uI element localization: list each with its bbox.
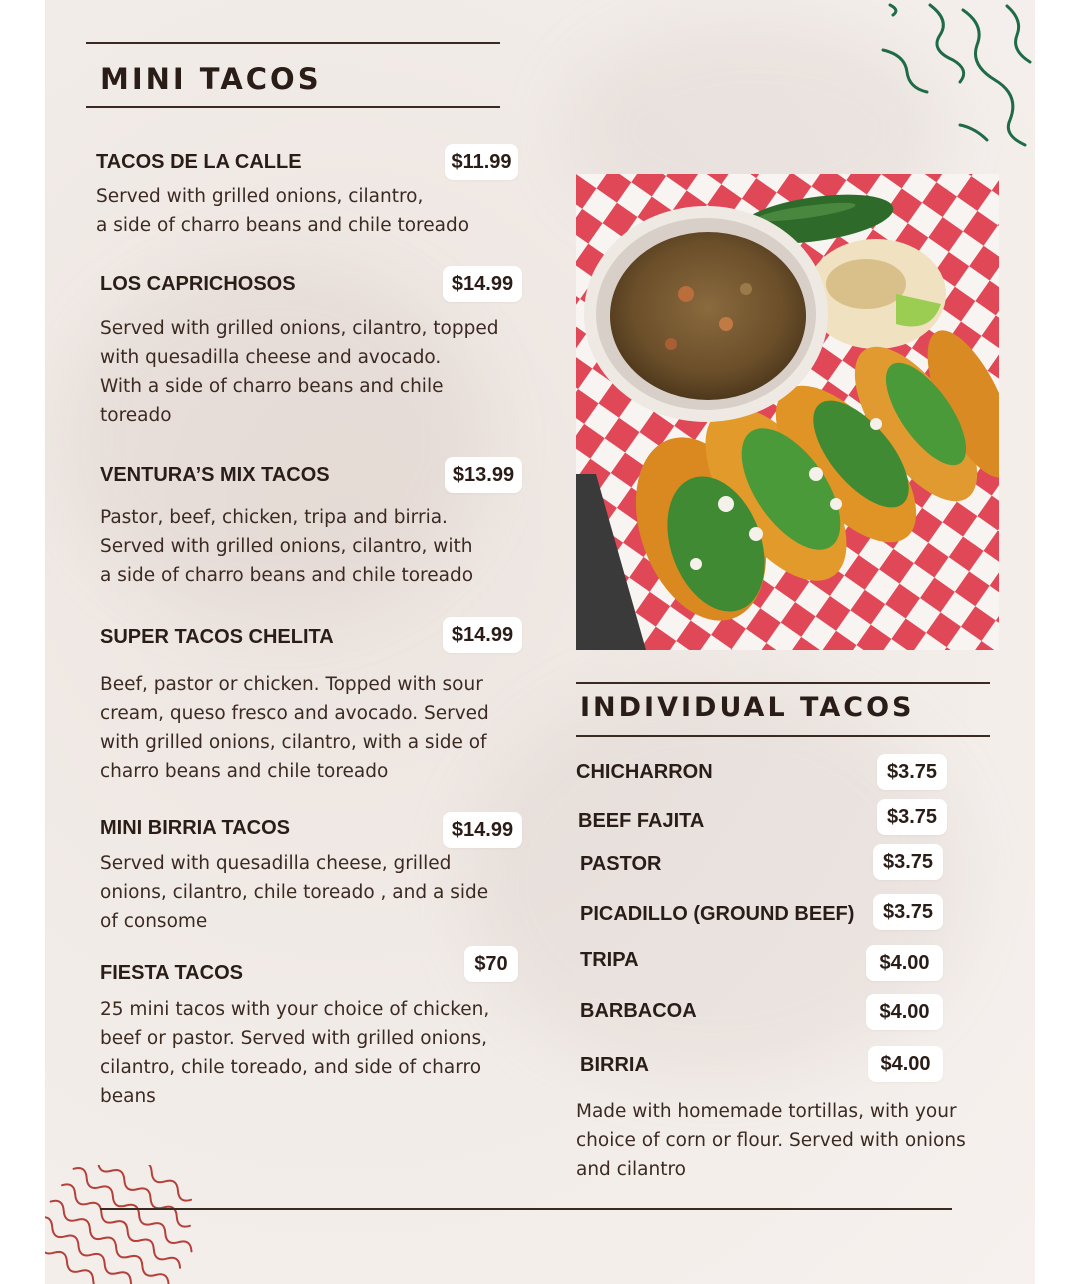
menu-item-description: Served with grilled onions, cilantro, topped with quesadilla cheese and avocado. With a side of charro beans and chile toreado (100, 318, 499, 426)
mini-tacos-heading: MINI TACOS (100, 62, 322, 96)
price-badge: $4.00 (868, 1046, 943, 1082)
price-badge: $3.75 (873, 844, 943, 880)
menu-item-name: FIESTA TACOS (100, 962, 243, 984)
price-badge: $3.75 (877, 754, 947, 790)
taco-item-name: BEEF FAJITA (578, 810, 705, 832)
individual-tacos-bottom-rule (576, 735, 990, 737)
menu-item-description: Served with quesadilla cheese, grilled onions, cilantro, chile toreado , and a side of consome (100, 853, 489, 932)
menu-item-name: VENTURA’S MIX TACOS (100, 464, 330, 486)
price-badge: $3.75 (877, 799, 947, 835)
menu-item-description: Pastor, beef, chicken, tripa and birria. Served with grilled onions, cilantro, with a side of charro beans and chile toreado (100, 507, 474, 586)
tacos-photo (576, 174, 999, 650)
price-badge: $3.75 (873, 894, 943, 930)
price-badge: $4.00 (866, 994, 943, 1030)
mini-tacos-bottom-rule (86, 106, 500, 108)
taco-item-name: BIRRIA (580, 1054, 649, 1076)
green-wave-lines-icon (835, 0, 1035, 150)
price-badge: $4.00 (866, 945, 943, 981)
individual-tacos-heading: INDIVIDUAL TACOS (580, 692, 915, 723)
red-wave-lines-icon (45, 1165, 225, 1284)
menu-item-description: 25 mini tacos with your choice of chicken, beef or pastor. Served with grilled onions, cilantro, chile toreado, and side of charro beans (100, 999, 490, 1107)
price-badge: $14.99 (443, 812, 522, 848)
price-badge: $14.99 (443, 617, 522, 653)
taco-item-name: BARBACOA (580, 1000, 697, 1022)
taco-item-name: PICADILLO (GROUND BEEF) (580, 903, 855, 925)
menu-item-name: LOS CAPRICHOSOS (100, 273, 296, 295)
taco-item-name: TRIPA (580, 949, 639, 971)
menu-item-name: TACOS DE LA CALLE (96, 151, 302, 173)
mini-tacos-top-rule (86, 42, 500, 44)
tortilla-note: Made with homemade tortillas, with your choice of corn or flour. Served with onions and cilantro (576, 1101, 966, 1180)
price-badge: $13.99 (445, 457, 522, 493)
menu-item-description: Beef, pastor or chicken. Topped with sour cream, queso fresco and avocado. Served with grilled onions, cilantro, with a side of charro beans and chile toreado (100, 674, 489, 782)
taco-item-name: PASTOR (580, 853, 662, 875)
menu-item-name: SUPER TACOS CHELITA (100, 626, 334, 648)
footer-rule (100, 1208, 952, 1210)
individual-tacos-top-rule (576, 682, 990, 684)
price-badge: $70 (464, 946, 518, 982)
price-badge: $11.99 (445, 144, 518, 180)
menu-item-description: Served with grilled onions, cilantro, a side of charro beans and chile toreado (96, 186, 470, 236)
price-badge: $14.99 (443, 266, 522, 302)
taco-item-name: CHICHARRON (576, 761, 713, 783)
menu-item-name: MINI BIRRIA TACOS (100, 817, 290, 839)
